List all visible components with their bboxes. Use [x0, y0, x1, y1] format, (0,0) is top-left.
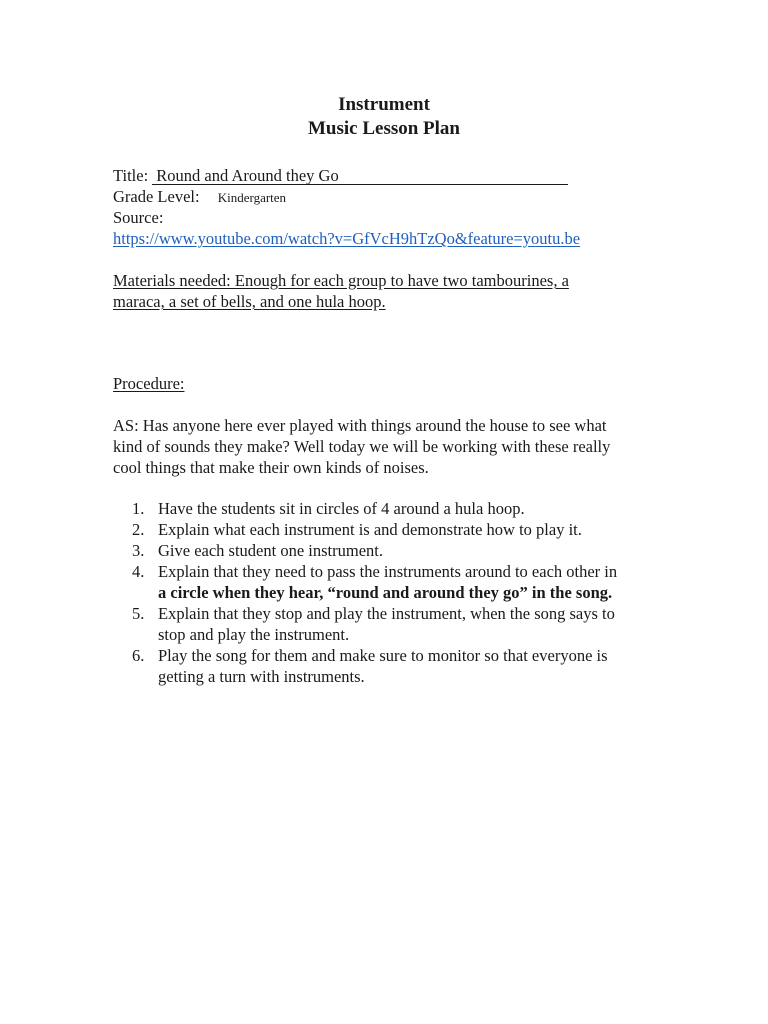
step-text-continued: a circle when they hear, “round and around they go” in the song.: [158, 583, 613, 602]
intro-line-2: kind of sounds they make? Well today we will be working with these really: [113, 437, 611, 456]
step-item: [113, 540, 658, 561]
document-heading-line1: Instrument: [338, 94, 430, 115]
grade-level-field: [113, 186, 286, 208]
step-item: [113, 561, 658, 603]
intro-line-3: cool things that make their own kinds of noises.: [113, 458, 429, 477]
materials-line-1: Materials needed: Enough for each group to have two tambourines, a: [113, 271, 569, 290]
step-item: [113, 519, 658, 540]
materials-line-2: maraca, a set of bells, and one hula hoop.: [113, 292, 386, 311]
step-text: Have the students sit in circles of 4 around a hula hoop.: [158, 499, 525, 518]
procedure-label: Procedure:: [113, 374, 185, 393]
source-link[interactable]: https://www.youtube.com/watch?v=GfVcH9hTzQo&feature=youtu.be: [113, 229, 581, 248]
step-text: Explain what each instrument is and demonstrate how to play it.: [158, 520, 582, 539]
procedure-steps-list: [113, 498, 658, 687]
step-number: 4.: [132, 562, 145, 581]
step-number: 2.: [132, 520, 145, 539]
step-item: [113, 603, 658, 645]
step-text: Explain that they stop and play the instrument, when the song says to: [158, 604, 615, 623]
step-text: Play the song for them and make sure to monitor so that everyone is: [158, 646, 608, 665]
source-label: Source:: [113, 208, 164, 227]
step-text: Give each student one instrument.: [158, 541, 383, 560]
step-text-continued: stop and play the instrument.: [158, 625, 350, 644]
grade-value: Kindergarten: [217, 190, 287, 205]
step-number: 6.: [132, 646, 145, 665]
title-value: Round and Around they Go: [152, 167, 568, 185]
step-item: [113, 498, 658, 519]
step-number: 3.: [132, 541, 145, 560]
step-text-continued: getting a turn with instruments.: [158, 667, 365, 686]
intro-line-1: AS: Has anyone here ever played with things around the house to see what: [113, 416, 607, 435]
title-label: Title:: [113, 166, 149, 185]
grade-label: Grade Level:: [113, 187, 200, 206]
step-text: Explain that they need to pass the instruments around to each other in: [158, 562, 618, 581]
step-item: [113, 645, 658, 687]
step-number: 1.: [132, 499, 145, 518]
title-field: [113, 165, 568, 186]
document-heading-line2: Music Lesson Plan: [307, 118, 461, 139]
step-number: 5.: [132, 604, 145, 623]
